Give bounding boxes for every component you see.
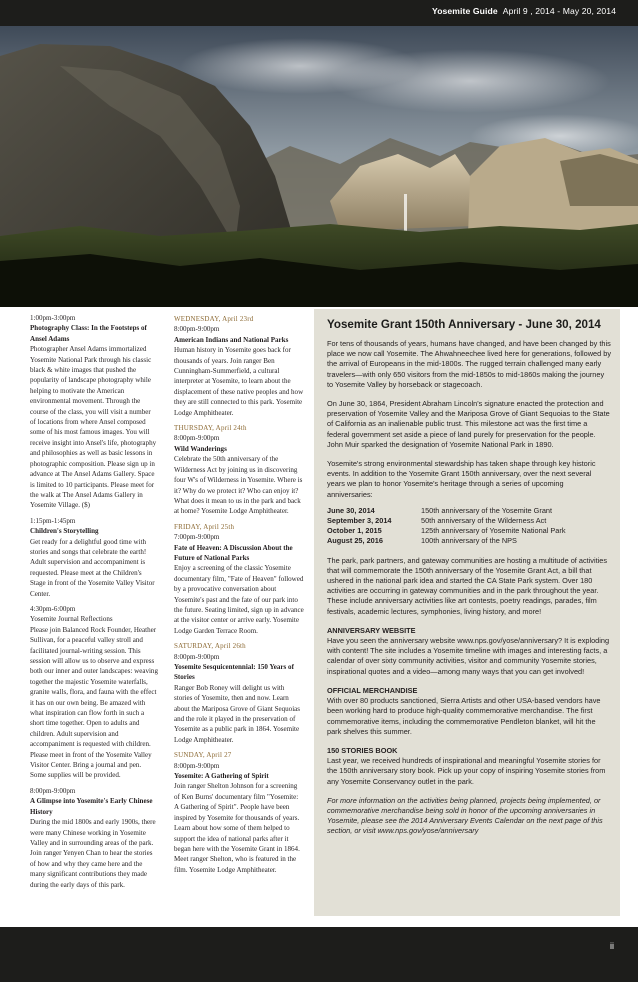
events-column-1	[30, 313, 158, 895]
page-number: ii	[610, 941, 614, 951]
event-title: Photography Class: In the Footsteps of Ansel Adams	[30, 324, 147, 343]
section-text: Have you seen the anniversary website www.nps.gov/yose/anniversary? It is exploding with content! The site includes a Yosemite timeline with images and interesting facts, a calendar of over sixty community activities, visitor and community Yosemite stories, inspirational quotes and a video—among many ways that you can get involved!	[327, 636, 610, 676]
event-item	[30, 786, 158, 890]
section-text: Last year, we received hundreds of inspirational and meaningful Yosemite stories for the 150th anniversary story book. Pick up your copy of inspiring Yosemite stories from any Yosemite Conservancy outlet in the park.	[327, 756, 606, 786]
anniversary-row	[327, 516, 611, 526]
anniversary-desc: 100th anniversary of the NPS	[421, 536, 517, 546]
event-title: Yosemite: A Gathering of Spirit	[174, 772, 269, 781]
header-bar	[0, 0, 638, 26]
event-title: Fate of Heaven: A Discussion About the Future of National Parks	[174, 543, 293, 562]
event-description: Please join Balanced Rock Founder, Heather Sullivan, for a peaceful valley stroll and facilitated journal-writing session. This session will allow us to observe and express both our inner and outer landscapes: weaving together the majestic Yosemite waterfalls, granite walls, flora, and fauna with the effect it has on our own being. Be amazed with what inspiration can flow forth in such a short time together. Open to adults and children. Adult supervision and accompaniment is requested with children. Please meet in front of the Yosemite Valley Visitor Center. Bring a journal and pen. Some supplies will be provided.	[30, 625, 158, 780]
closing-note: For more information on the activities being planned, projects being implemented, or commemorative merchandise being sold in honor of the upcoming anniversaries in Yosemite, please see the 2014 Anniversary Events Calendar on the next page of this section, or visit www.nps.gov/yose/anniversary	[327, 795, 603, 836]
event-item	[174, 423, 304, 517]
event-day-heading: SATURDAY, April 26th	[174, 642, 246, 651]
event-time: 7:00pm-9:00pm	[174, 533, 220, 542]
yosemite-valley-photo	[0, 26, 638, 307]
sidebar-paragraph: The park, park partners, and gateway communities are hosting a multitude of activities that will commemorate the 150th anniversary of the Yosemite Grant Act, a bill that ushered in the national park idea and started the CA State Park system. Over 180 activities are occurring in gateway communities and in the park throughout the year. These include anniversary activities like art contests, poetry readings, parades, film festivals, academic lectures, symphonies, living history, and more!	[327, 555, 608, 616]
sidebar-paragraph: On June 30, 1864, President Abraham Lincoln's signature enacted the protection and preservation of Yosemite Valley and the Mariposa Grove of Giant Sequoias to the State of California as an inalienable public trust. This milestone act was the first time a federal government set aside a piece of land purely for preservation for the people. John Muir sparked the designation of Yosemite National Park in 1890.	[327, 399, 610, 449]
event-time: 8:00pm-9:00pm	[174, 652, 220, 661]
event-title: Yosemite Sesquicentennial: 150 Years of Stories	[174, 663, 294, 682]
anniversary-list	[327, 506, 611, 547]
event-title: A Glimpse into Yosemite's Early Chinese History	[30, 797, 153, 816]
section-heading: ANNIVERSARY WEBSITE	[327, 625, 416, 635]
website-section	[327, 626, 611, 677]
event-title: Wild Wanderings	[174, 444, 227, 453]
event-item	[30, 516, 158, 599]
event-time: 1:00pm-3:00pm	[30, 314, 76, 322]
event-day-heading: THURSDAY, April 24th	[174, 424, 247, 433]
event-item	[174, 641, 304, 745]
anniversary-date: October 1, 2015	[327, 526, 382, 536]
event-title: American Indians and National Parks	[174, 335, 289, 344]
event-time: 1:15pm-1:45pm	[30, 516, 76, 525]
sidebar-paragraph: For tens of thousands of years, humans have changed, and have been changed by this place we now call Yosemite. The Ahwahneechee lived here for generations, followed by the arrival of Europeans in the mid-1800s. The rugged terrain challenged many early travelers—with only 650 visitors from the mid-1850s to mid-1860s making the journey to Yosemite Valley by horseback or stagecoach.	[327, 339, 612, 389]
anniversary-date: September 3, 2014	[327, 516, 392, 526]
event-day-heading: SUNDAY, April 27	[174, 751, 232, 760]
event-description: Ranger Bob Roney will delight us with stories of Yosemite, then and now. Learn about the Mariposa Grove of Giant Sequoias and the role it played in the preservation of Yosemite as a public park in 1864. Yosemite Lodge Amphitheater.	[174, 683, 301, 744]
event-item	[174, 750, 304, 875]
event-item	[30, 313, 158, 511]
events-column-2	[174, 313, 304, 880]
event-day-heading: WEDNESDAY, April 23rd	[174, 315, 254, 323]
anniversary-row	[327, 536, 611, 546]
guide-dates: April 9 , 2014 - May 20, 2014	[502, 6, 616, 16]
event-time: 8:00pm-9:00pm	[174, 761, 220, 770]
anniversary-row	[327, 526, 611, 536]
anniversary-date: August 25, 2016	[327, 536, 383, 546]
event-item	[174, 522, 304, 636]
running-header	[432, 6, 616, 16]
event-item	[30, 604, 158, 781]
guide-name: Yosemite Guide	[432, 6, 498, 16]
event-description: Join ranger Shelton Johnson for a screening of Ken Burns' documentary film "Yosemite: A Gathering of Spirit". People have been inspired by Yosemite for thousands of years. Learn about how some of them helped to support the idea of national parks after it began here with the Yosemite Grant in 1864. Meet ranger Shelton, who is featured in the film. Yosemite Lodge Amphitheater.	[174, 782, 300, 874]
anniversary-date: June 30, 2014	[327, 505, 375, 515]
anniversary-desc: 50th anniversary of the Wilderness Act	[421, 516, 547, 526]
section-text: With over 80 products sanctioned, Sierra Artists and other USA-based vendors have been working hard to produce high-quality commemorative merchandise. The first commemorative items, including the commemorative Pendleton blanket, will hit the park shelves this summer.	[327, 696, 601, 736]
event-title: Yosemite Journal Reflections	[30, 615, 113, 624]
section-heading: 150 STORIES BOOK	[327, 745, 398, 755]
event-time: 4:30pm-6:00pm	[30, 604, 76, 613]
footer-bar	[0, 927, 638, 982]
event-time: 8:00pm-9:00pm	[174, 434, 220, 443]
anniversary-row	[327, 506, 611, 516]
event-item	[174, 314, 304, 418]
merchandise-section	[327, 686, 611, 737]
event-day-heading: FRIDAY, April 25th	[174, 522, 235, 531]
event-description: Human history in Yosemite goes back for thousands of years. Join ranger Ben Cunningham-Summerfield, a cultural interpreter at Yosemite, to learn about the displacement of these native peoples and how they are still connected to this park. Yosemite Lodge Amphitheater.	[174, 346, 304, 417]
event-time: 8:00pm-9:00pm	[30, 786, 76, 795]
anniversary-sidebar	[314, 309, 620, 916]
event-description: Celebrate the 50th anniversary of the Wilderness Act by joining us in discovering four W's of Wilderness in Yosemite. Where is it? Why do we protect it? Who can enjoy it? What does it mean to us in the park and back at home? Yosemite Lodge Amphitheater.	[174, 455, 303, 516]
stories-book-section	[327, 746, 611, 787]
sidebar-title: Yosemite Grant 150th Anniversary - June 30, 2014	[327, 318, 601, 331]
event-time: 8:00pm-9:00pm	[174, 325, 220, 334]
event-description: Photographer Ansel Adams immortalized Yosemite National Park through his classic black & white images that pushed the popularity of landscape photography while helping to motivate the American environmental movement. Through the course of the class, you will visit a number of locations from where Ansel composed some of his most famous images. You will receive insight into Ansel's life, photography and philosophies as well as basic lessons in photographic composition. Please sign up in advance at The Ansel Adams Gallery. Space is limited to 10 participants. Please meet for the walk at The Ansel Adams Gallery in Yosemite Village. ($)	[30, 345, 157, 510]
event-description: Get ready for a delightful good time with stories and songs that celebrate the earth! Adult supervision and accompaniment is requested. Please meet at the Children's Stage in front of the Yosemite Valley Visitor Center.	[30, 537, 155, 598]
sidebar-paragraph: Yosemite's strong environmental stewardship has taken shape through key historic events. In addition to the Yosemite Grant 150th anniversary, over the next several years we plan to honor Yosemite's heritage through a series of upcoming anniversaries:	[327, 459, 596, 499]
event-title: Children's Storytelling	[30, 527, 99, 536]
anniversary-desc: 125th anniversary of Yosemite National Park	[421, 526, 566, 536]
event-description: Enjoy a screening of the classic Yosemite documentary film, "Fate of Heaven" followed by a provocative conversation about Yosemite's past and the fate of our park into the future. Seating limited, sign up in advance at the visitor center or arrive early. Yosemite Lodge Garden Terrace Room.	[174, 564, 304, 635]
event-description: During the mid 1800s and early 1900s, there were many Chinese working in Yosemite Valley and in surrounding areas of the park. Join ranger Yenyen Chan to hear the stories of how and why they came here and the many significant contributions they made during the early days of this park.	[30, 818, 156, 889]
anniversary-desc: 150th anniversary of the Yosemite Grant	[421, 505, 553, 515]
section-heading: OFFICIAL MERCHANDISE	[327, 685, 418, 695]
